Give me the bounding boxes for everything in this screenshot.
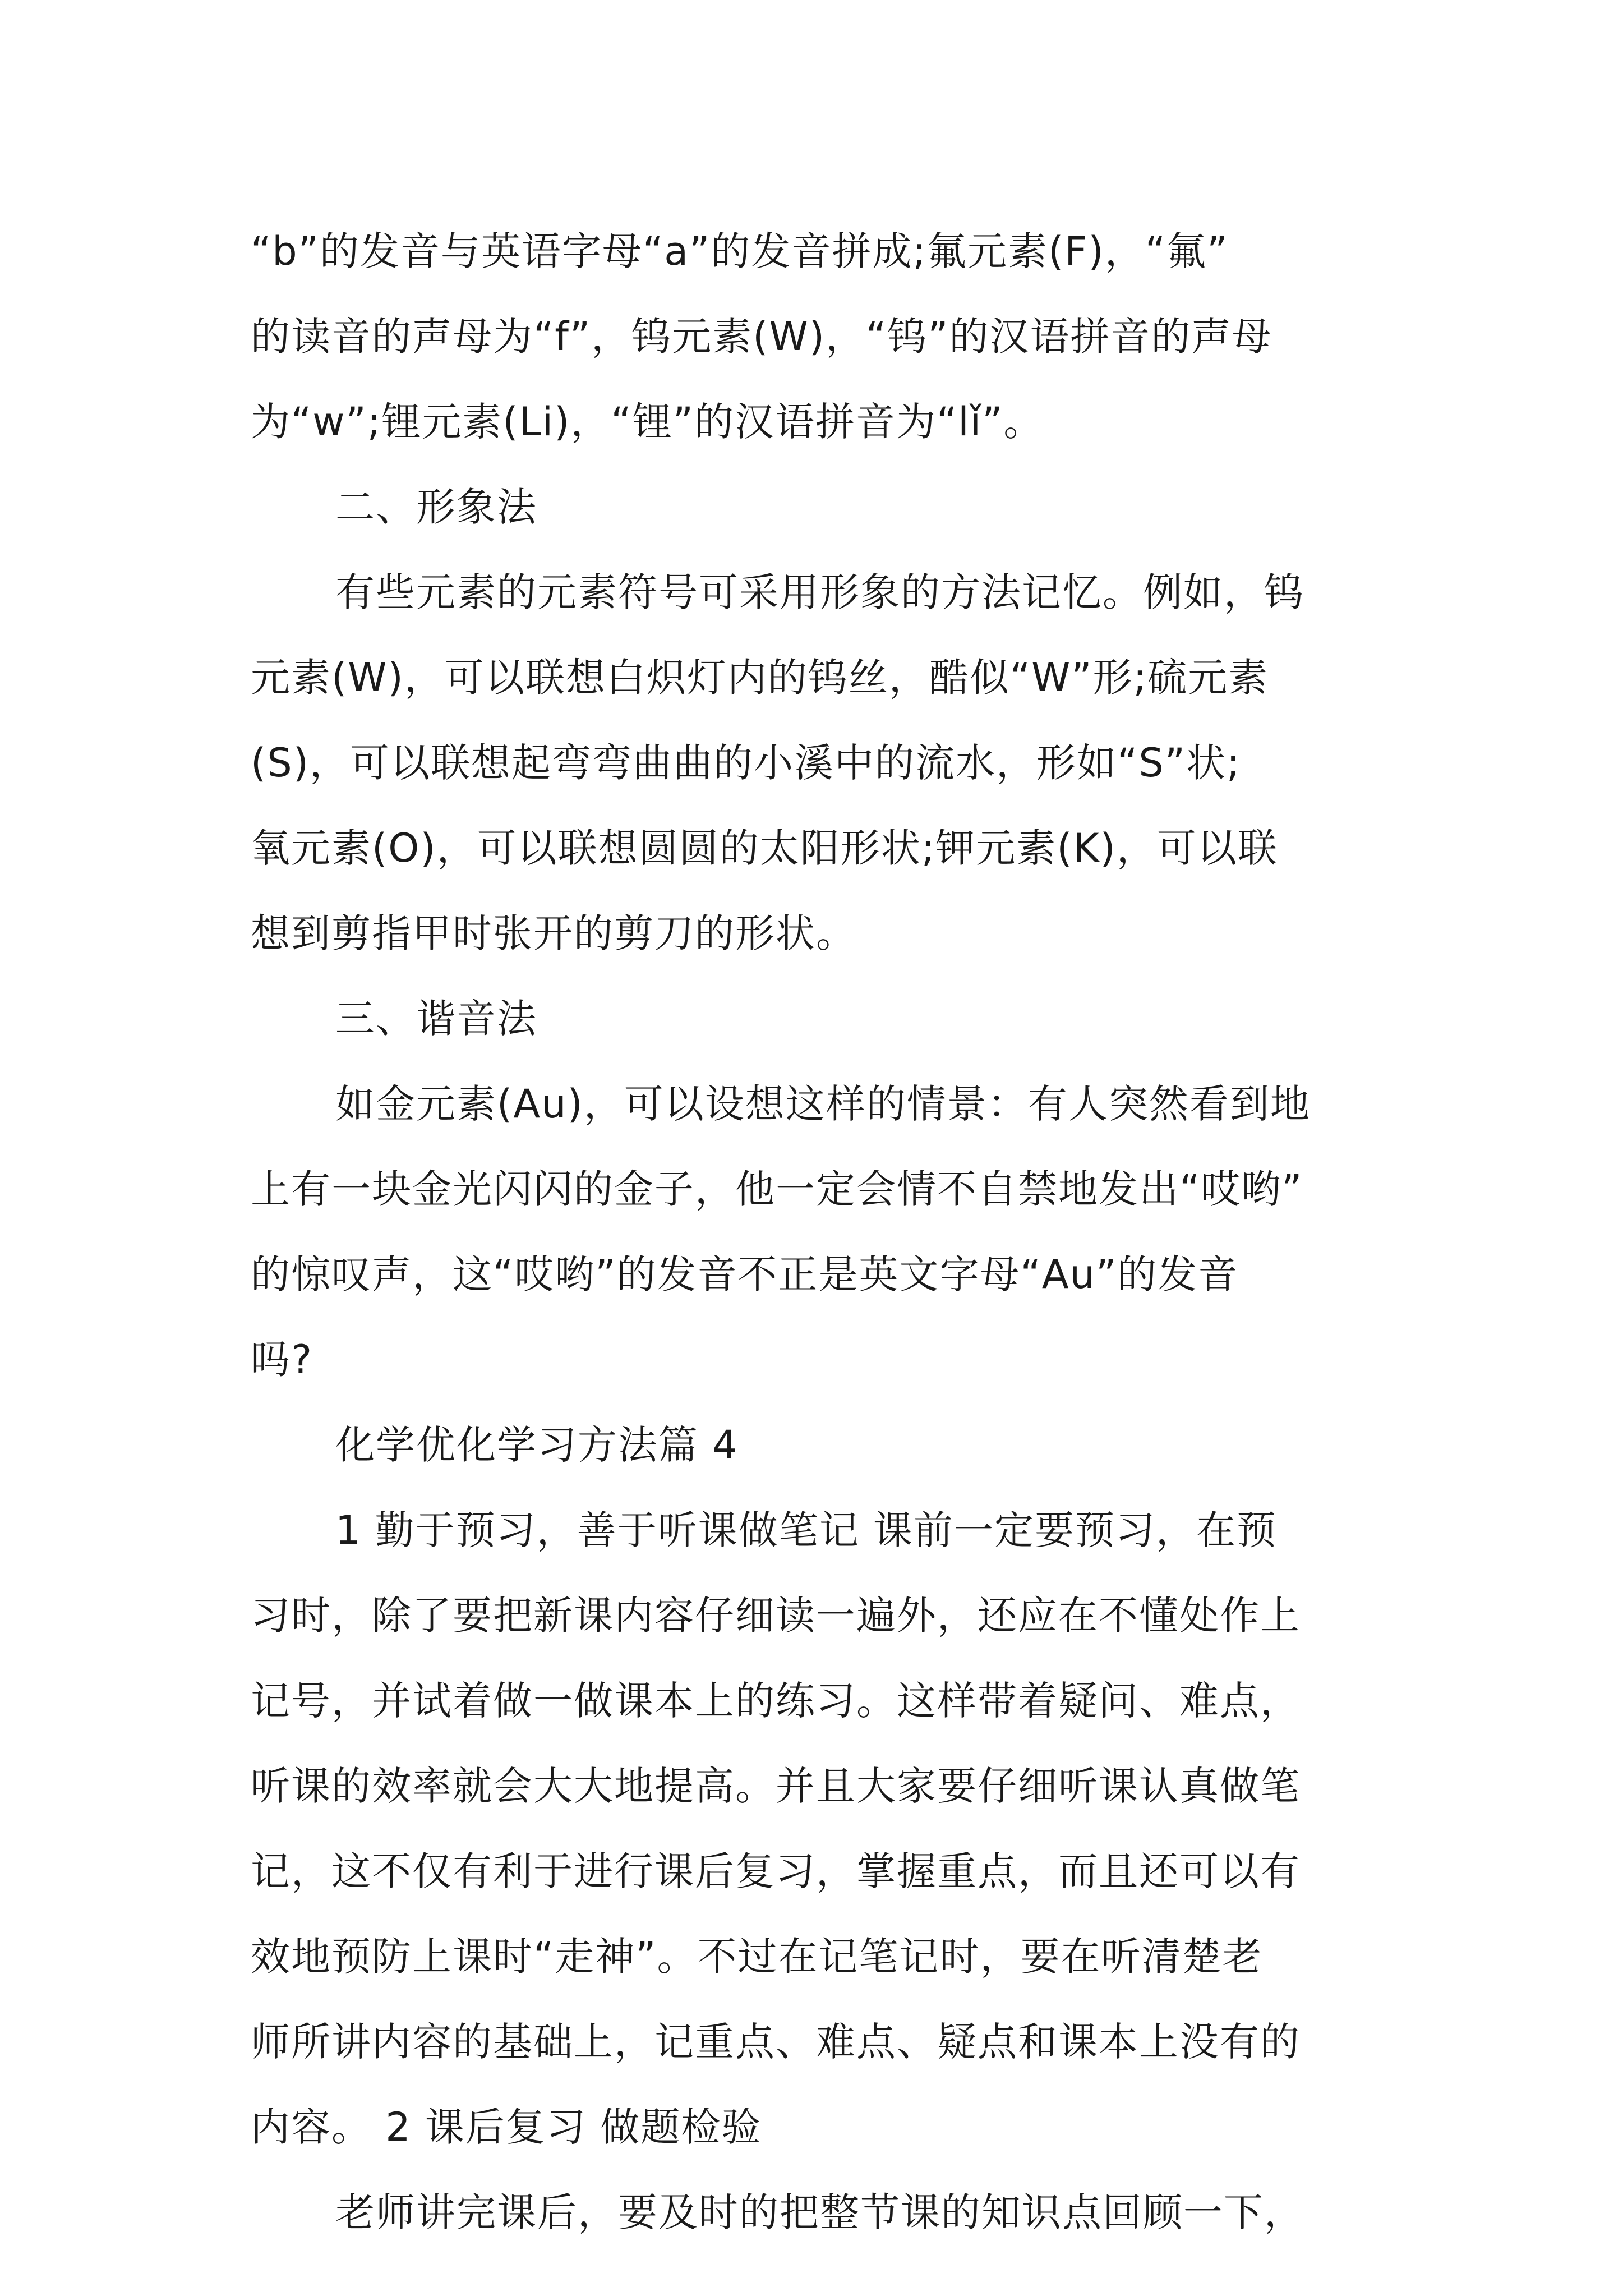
paragraph-line: 记，这不仅有利于进行课后复习，掌握重点，而且还可以有: [251, 1848, 1301, 1894]
paragraph-line: 师所讲内容的基础上，记重点、难点、疑点和课本上没有的: [251, 2019, 1301, 2065]
paragraph-line: 元素(W)，可以联想白炽灯内的钨丝，酷似“W”形;硫元素: [251, 655, 1269, 701]
paragraph-line: 听课的效率就会大大地提高。并且大家要仔细听课认真做笔: [251, 1763, 1301, 1809]
paragraph-line: 的读音的声母为“f”，钨元素(W)，“钨”的汉语拼音的声母: [251, 314, 1272, 360]
paragraph-line: 有些元素的元素符号可采用形象的方法记忆。例如，钨: [335, 569, 1304, 615]
paragraph-line: 吗?: [251, 1337, 313, 1383]
paragraph-line: “b”的发音与英语字母“a”的发音拼成;氟元素(F)，“氟”: [251, 228, 1229, 274]
section-heading: 二、形象法: [335, 484, 537, 530]
paragraph-line: 习时，除了要把新课内容仔细读一遍外，还应在不懂处作上: [251, 1593, 1301, 1639]
paragraph-line: 记号，并试着做一做课本上的练习。这样带着疑问、难点，: [251, 1678, 1301, 1724]
section-heading: 三、谐音法: [335, 996, 537, 1042]
paragraph-line: 上有一块金光闪闪的金子，他一定会情不自禁地发出“哎哟”: [251, 1166, 1303, 1212]
paragraph-line: 为“w”;锂元素(Li)，“锂”的汉语拼音为“lǐ”。: [251, 399, 1044, 445]
paragraph-line: 氧元素(O)，可以联想圆圆的太阳形状;钾元素(K)，可以联: [251, 825, 1278, 871]
section-heading: 化学优化学习方法篇 4: [335, 1422, 739, 1468]
paragraph-line: 想到剪指甲时张开的剪刀的形状。: [251, 910, 856, 956]
paragraph-line: 老师讲完课后，要及时的把整节课的知识点回顾一下，: [335, 2189, 1304, 2235]
paragraph-line: 效地预防上课时“走神”。不过在记笔记时，要在听清楚老: [251, 1934, 1263, 1980]
paragraph-line: 的惊叹声，这“哎哟”的发音不正是英文字母“Au”的发音: [251, 1251, 1239, 1297]
paragraph-line: 1 勤于预习，善于听课做笔记 课前一定要预习，在预: [335, 1507, 1278, 1553]
document-body: [251, 209, 1389, 2255]
paragraph-line: (S)，可以联想起弯弯曲曲的小溪中的流水，形如“S”状;: [251, 740, 1241, 786]
paragraph-line: 如金元素(Au)，可以设想这样的情景：有人突然看到地: [335, 1081, 1311, 1127]
paragraph-line: 内容。 2 课后复习 做题检验: [251, 2104, 762, 2150]
